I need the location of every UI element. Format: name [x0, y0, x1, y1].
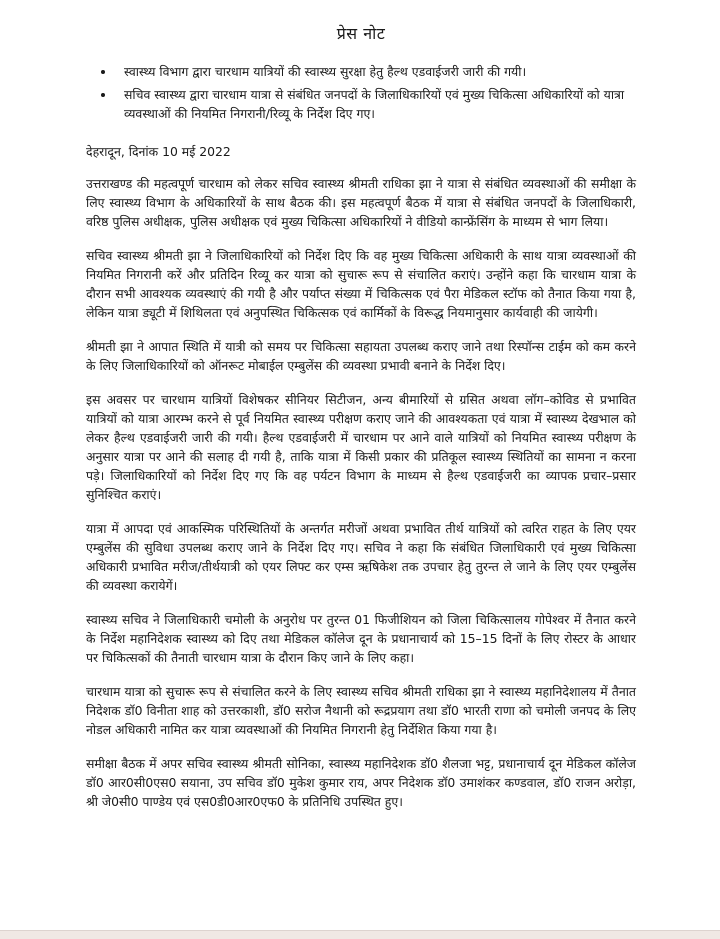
- summary-bullet-list: [86, 62, 636, 123]
- paragraph-nodal-officers: चारधाम यात्रा को सुचारू रूप से संचालित करने के लिए स्वास्थ्य सचिव श्रीमती राधिका झा ने स्वास्थ्य महानिदेशालय में तैनात निदेशक डॉ0 विनीता शाह को उत्तरकाशी, डॉ0 सरोज नैथानी को रूद्रप्रयाग तथा डॉ0 भारती राणा को चमोली जनपद के लिए नोडल अधिकारी नामित कर यात्रा व्यवस्थाओं की नियमित निगरानी हेतु निर्देशित किया गया है।: [86, 684, 636, 737]
- paragraph-physician-deployment: स्वास्थ्य सचिव ने जिलाधिकारी चमोली के अनुरोध पर तुरन्त 01 फिजीशियन को जिला चिकित्सालय गोपेश्वर में तैनात करने के निर्देश महानिदेशक स्वास्थ्य को दिए तथा मेडिकल कॉलेज दून के प्रधानाचार्य को 15–15 दिनों के लिए रोस्टर के आधार पर चिकित्सकों की तैनाती चारधाम यात्रा के दौरान किए जाने के लिए कहा।: [86, 612, 636, 665]
- paragraph-air-ambulance: यात्रा में आपदा एवं आकस्मिक परिस्थितियों के अन्तर्गत मरीजों अथवा प्रभावित तीर्थ यात्रियों को त्वरित राहत के लिए एयर एम्बुलेंस की सुविधा उपलब्ध कराए जाने के निर्देश दिए गए। सचिव ने कहा कि संबंधित जिलाधिकारी एवं मुख्य चिकित्सा अधिकारी प्रभावित मरीज/तीर्थयात्री को एयर लिफ्ट कर एम्स ऋषिकेश तक उपचार हेतु तुरन्त ले जाने के लिए एयर एम्बुलेंस की व्यवस्था करायेगें।: [86, 521, 636, 593]
- summary-bullet-1: • स्वास्थ्य विभाग द्वारा चारधाम यात्रियों की स्वास्थ्य सुरक्षा हेतु हैल्थ एडवाईजरी जारी की गयी।: [116, 62, 636, 81]
- paragraph-review-meeting: उत्तराखण्ड की महत्वपूर्ण चारधाम को लेकर सचिव स्वास्थ्य श्रीमती राधिका झा ने यात्रा से संबंधित व्यवस्थाओं की समीक्षा के लिए स्वास्थ्य विभाग के अधिकारियों के साथ बैठक की। इस महत्वपूर्ण बैठक में यात्रा से संबंधित जनपदों के जिलाधिकारी, वरिष्ठ पुलिस अधीक्षक, पुलिस अधीक्षक एवं मुख्य चिकित्सा अधिकारियों ने वीडियो कान्फ्रेंसिंग के माध्यम से भाग लिया।: [86, 176, 636, 229]
- paragraph-attendees: समीक्षा बैठक में अपर सचिव स्वास्थ्य श्रीमती सोनिका, स्वास्थ्य महानिदेशक डॉ0 शैलजा भट्ट, प्रधानाचार्य दून मेडिकल कॉलेज डॉ0 आर0सी0एस0 सयाना, उप सचिव डॉ0 मुकेश कुमार राय, अपर निदेशक डॉ0 उमाशंकर कण्डवाल, डॉ0 राजन अरोड़ा, श्री जे0सी0 पाण्डेय एवं एस0डी0आर0एफ0 के प्रतिनिधि उपस्थित हुए।: [86, 756, 636, 809]
- press-note-title: प्रेस नोट: [336, 24, 386, 43]
- paragraph-health-advisory: इस अवसर पर चारधाम यात्रियों विशेषकर सीनियर सिटीजन, अन्य बीमारियों से ग्रसित अथवा लॉग–कोविड से प्रभावित यात्रियों को यात्रा आरम्भ करने से पूर्व नियमित स्वास्थ्य परीक्षण कराए जाने की आवश्यकता एवं यात्रा में स्वास्थ्य देखभाल को लेकर हैल्थ एडवाईजरी जारी की गयी। हैल्थ एडवाईजरी में चारधाम पर आने वाले यात्रियों को नियमित स्वास्थ्य परीक्षण के अनुसार यात्रा पर आने की सलाह दी गयी है, ताकि यात्रा में किसी प्रकार की प्रतिकूल स्वास्थ्य स्थितियों का सामना न करना पड़े। जिलाधिकारियों को निर्देश दिए गए कि वह पर्यटन विभाग के माध्यम से हैल्थ एडवाईजरी का व्यापक प्रचार–प्रसार सुनिश्चित कराएं।: [86, 392, 636, 502]
- dateline: देहरादून, दिनांक 10 मई 2022: [86, 144, 231, 159]
- paragraph-ambulance-response: श्रीमती झा ने आपात स्थिति में यात्री को समय पर चिकित्सा सहायता उपलब्ध कराए जाने तथा रिस्पॉन्स टाईम को कम करने के लिए जिलाधिकारियों को ऑनरूट मोबाईल एम्बुलेंस की व्यवस्था प्रभावी बनाने के निर्देश दिए।: [86, 339, 636, 373]
- summary-bullet-2: • सचिव स्वास्थ्य द्वारा चारधाम यात्रा से संबंधित जनपदों के जिलाधिकारियों एवं मुख्य चिकित्सा अधिकारियों को यात्रा व्यवस्थाओं की नियमित निगरानी/रिव्यू के निर्देश दिए गए।: [116, 85, 636, 123]
- paragraph-monitoring-instructions: सचिव स्वास्थ्य श्रीमती झा ने जिलाधिकारियों को निर्देश दिए कि वह मुख्य चिकित्सा अधिकारी के साथ यात्रा व्यवस्थाओं की नियमित निगरानी करें और प्रतिदिन रिव्यू कर यात्रा को सुचारू रूप से संचालित कराएं। उन्होंने कहा कि चारधाम यात्रा के दौरान सभी आवश्यक व्यवस्थाएं की गयी है और पर्याप्त संख्या में चिकित्सक एवं पैरा मेडिकल स्टॉफ को तैनात किया गया है, लेकिन यात्रा ड्यूटी में शिथिलता एवं अनुपस्थित चिकित्सक एवं कार्मिकों के विरूद्ध नियमानुसार कार्यवाही की जायेगी।: [86, 248, 636, 320]
- page-bottom-edge: [0, 930, 720, 939]
